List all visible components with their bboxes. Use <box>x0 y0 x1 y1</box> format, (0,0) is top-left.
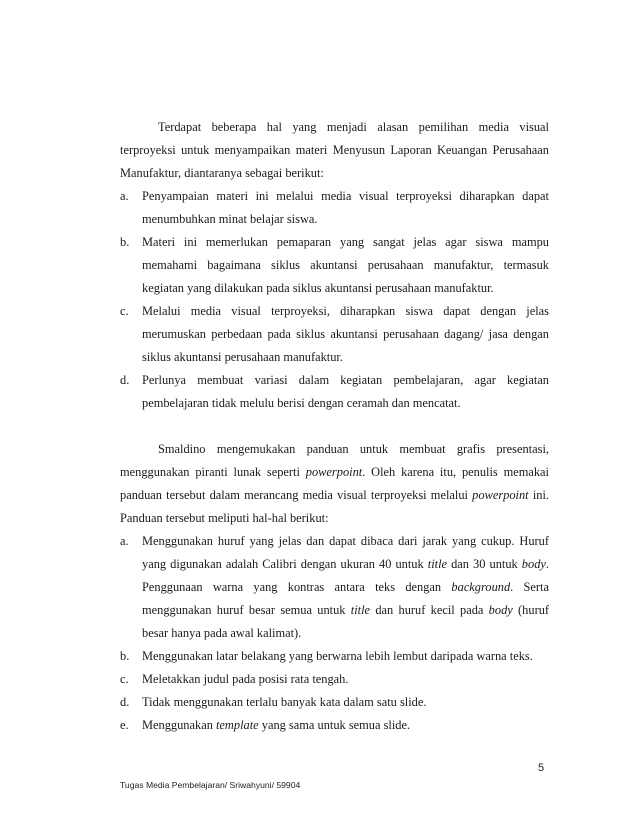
list2-item-e: Menggunakan template yang sama untuk semua slide. <box>142 718 411 732</box>
list2-marker-d: d. <box>120 695 130 709</box>
para1-line-3: Manufaktur, diantaranya sebagai berikut: <box>120 166 324 180</box>
list-item-c-line-3: siklus akuntansi perusahaan manufaktur. <box>142 350 343 364</box>
para2-line-1: Smaldino mengemukakan panduan untuk membuat grafis presentasi, <box>158 442 549 456</box>
list2-marker-b: b. <box>120 649 130 663</box>
list2-marker-e: e. <box>120 718 129 732</box>
para2-line-3: panduan tersebut dalam merancang media visual terproyeksi melalui powerpoint ini. <box>120 488 549 502</box>
list-marker-b: b. <box>120 235 130 249</box>
para1-line-1: Terdapat beberapa hal yang menjadi alasan pemilihan media visual <box>158 120 549 134</box>
list-item-a-line-2: menumbuhkan minat belajar siswa. <box>142 212 318 226</box>
list2-item-d: Tidak menggunakan terlalu banyak kata dalam satu slide. <box>142 695 427 709</box>
list-item-d-line-2: pembelajaran tidak melulu berisi dengan ceramah dan mencatat. <box>142 396 461 410</box>
para1-line-2: terproyeksi untuk menyampaikan materi Menyusun Laporan Keuangan Perusahaan <box>120 143 549 157</box>
list-marker-a: a. <box>120 189 129 203</box>
italic-term: title <box>427 557 448 571</box>
list2-marker-c: c. <box>120 672 129 686</box>
list-marker-d: d. <box>120 373 130 387</box>
italic-term: powerpoint <box>305 465 363 479</box>
page-number: 5 <box>538 762 545 774</box>
list2-item-a-line-3: Penggunaan warna yang kontras antara teks dengan background. Serta <box>142 580 550 594</box>
italic-term: title <box>350 603 371 617</box>
list2-item-b: Menggunakan latar belakang yang berwarna lebih lembut daripada warna teks. <box>142 649 533 663</box>
italic-term: background <box>451 580 511 594</box>
list2-item-c: Meletakkan judul pada posisi rata tengah. <box>142 672 349 686</box>
list2-item-a-line-4: menggunakan huruf besar semua untuk title dan huruf kecil pada body (huruf <box>142 603 550 617</box>
list2-marker-a: a. <box>120 534 129 548</box>
list-item-a-line-1: Penyampaian materi ini melalui media visual terproyeksi diharapkan dapat <box>142 189 549 203</box>
para2-line-2: menggunakan piranti lunak seperti powerpoint. Oleh karena itu, penulis memakai <box>120 465 549 479</box>
list-item-d-line-1: Perlunya membuat variasi dalam kegiatan pembelajaran, agar kegiatan <box>142 373 549 387</box>
list2-item-a-line-5: besar hanya pada awal kalimat). <box>142 626 302 640</box>
list-item-c-line-2: merumuskan perbedaan pada siklus akuntansi perusahaan dagang/ jasa dengan <box>142 327 549 341</box>
list2-item-a-line-1: Menggunakan huruf yang jelas dan dapat dibaca dari jarak yang cukup. Huruf <box>142 534 549 548</box>
italic-term: body <box>521 557 546 571</box>
para2-line-4: Panduan tersebut meliputi hal-hal berikut: <box>120 511 329 525</box>
list-item-b-line-2: memahami bagaimana siklus akuntansi perusahaan manufaktur, termasuk <box>142 258 549 272</box>
list-item-b-line-1: Materi ini memerlukan pemaparan yang sangat jelas agar siswa mampu <box>142 235 549 249</box>
italic-term: powerpoint <box>472 488 529 502</box>
list-item-c-line-1: Melalui media visual terproyeksi, diharapkan siswa dapat dengan jelas <box>142 304 549 318</box>
list2-item-a-line-2: yang digunakan adalah Calibri dengan ukuran 40 untuk title dan 30 untuk body. <box>142 557 549 571</box>
italic-term: template <box>215 718 259 732</box>
list-item-b-line-3: kegiatan yang dilakukan pada siklus akuntansi perusahaan manufaktur. <box>142 281 494 295</box>
list-marker-c: c. <box>120 304 129 318</box>
page-footer: Tugas Media Pembelajaran/ Sriwahyuni/ 59904 <box>120 780 301 790</box>
italic-term: body <box>488 603 513 617</box>
